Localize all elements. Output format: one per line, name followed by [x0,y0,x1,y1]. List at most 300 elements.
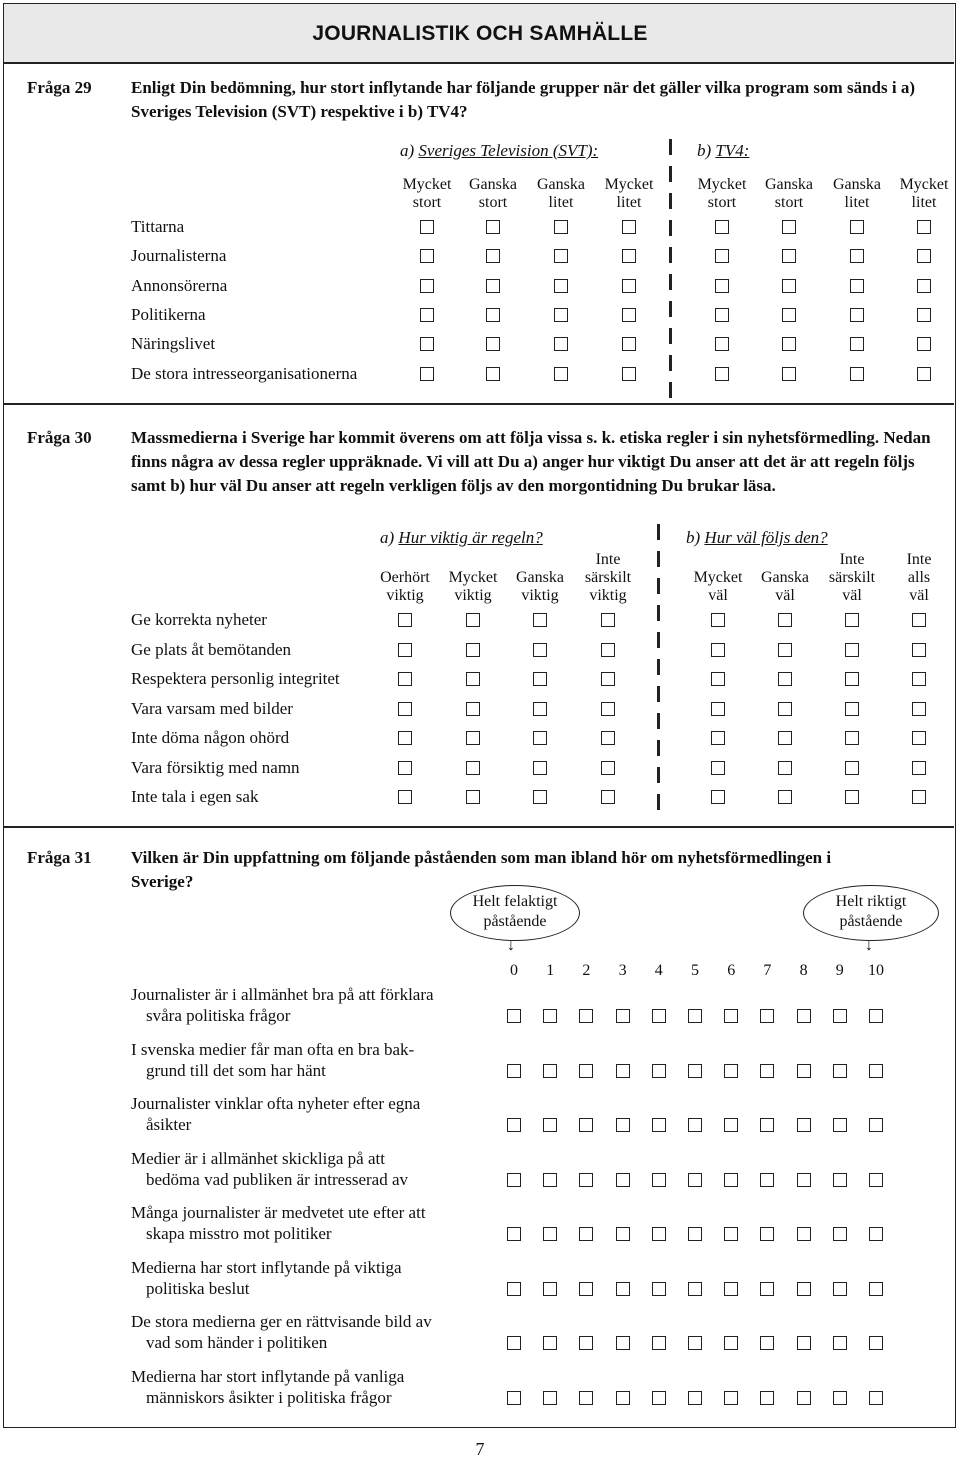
response-checkbox[interactable] [912,672,926,686]
column-header-line: Mycket [693,569,743,586]
column-header-line: Oerhört [380,569,430,586]
response-checkbox[interactable] [398,672,412,686]
statement-line2: skapa misstro mot politiker [146,1224,332,1243]
row-label: Vara försiktig med namn [131,757,300,777]
response-checkbox[interactable] [778,643,792,657]
response-checkbox[interactable] [917,367,931,381]
response-checkbox[interactable] [554,308,568,322]
scale-checkbox[interactable] [724,1227,738,1241]
scale-checkbox[interactable] [833,1282,847,1296]
statement-line1: Medier är i allmänhet skickliga på att [131,1148,385,1168]
scale-checkbox[interactable] [724,1173,738,1187]
scale-checkbox[interactable] [652,1173,666,1187]
response-checkbox[interactable] [398,731,412,745]
response-checkbox[interactable] [715,308,729,322]
response-checkbox[interactable] [782,367,796,381]
scale-checkbox[interactable] [724,1391,738,1405]
response-checkbox[interactable] [466,761,480,775]
column-header-line: stort [707,194,737,211]
column-header-line: särskilt [584,569,632,586]
response-checkbox[interactable] [912,613,926,627]
scale-checkbox[interactable] [797,1282,811,1296]
statement-label [131,1148,491,1190]
response-checkbox[interactable] [782,220,796,234]
scale-checkbox[interactable] [543,1282,557,1296]
scale-checkbox[interactable] [869,1009,883,1023]
response-checkbox[interactable] [601,702,615,716]
statement-line1: Journalister vinklar ofta nyheter efter egna [131,1094,421,1113]
scale-checkbox[interactable] [760,1173,774,1187]
response-checkbox[interactable] [711,702,725,716]
q29-group-b-label: b) TV4: [697,141,750,160]
response-checkbox[interactable] [420,249,434,263]
q31-text: Vilken är Din uppfattning om följande påståenden som man ibland hör om nyhetsförmedlingen i Sverige? [131,848,832,891]
column-header-line: Inte [839,551,865,568]
row-label: Vara varsam med bilder [131,698,293,718]
scale-checkbox[interactable] [869,1282,883,1296]
scale-checkbox[interactable] [616,1064,630,1078]
scale-checkbox[interactable] [760,1064,774,1078]
response-checkbox[interactable] [782,279,796,293]
scale-checkbox[interactable] [579,1064,593,1078]
response-checkbox[interactable] [420,308,434,322]
scale-checkbox[interactable] [543,1009,557,1023]
scale-number: 5 [691,962,699,979]
column-header-line: Ganska [537,176,585,193]
statement-label [131,1039,491,1081]
response-checkbox[interactable] [601,790,615,804]
response-checkbox[interactable] [845,761,859,775]
scale-checkbox[interactable] [616,1009,630,1023]
response-checkbox[interactable] [782,337,796,351]
column-header-line: stort [774,194,804,211]
response-checkbox[interactable] [398,643,412,657]
scale-checkbox[interactable] [688,1336,702,1350]
column-header-line: Ganska [833,176,881,193]
response-checkbox[interactable] [850,367,864,381]
scale-number: 4 [654,962,663,979]
scale-checkbox[interactable] [507,1173,521,1187]
page-title: JOURNALISTIK OCH SAMHÄLLE [312,22,648,45]
response-checkbox[interactable] [778,613,792,627]
column-header-line: Mycket [448,569,498,586]
scale-checkbox[interactable] [797,1009,811,1023]
scale-checkbox[interactable] [833,1336,847,1350]
scale-checkbox[interactable] [579,1336,593,1350]
scale-number: 7 [763,962,772,979]
response-checkbox[interactable] [778,761,792,775]
statement-line2: människors åsikter i politiska frågor [146,1387,392,1407]
response-checkbox[interactable] [912,702,926,716]
response-checkbox[interactable] [466,643,480,657]
response-checkbox[interactable] [486,279,500,293]
response-checkbox[interactable] [850,308,864,322]
scale-checkbox[interactable] [797,1227,811,1241]
q29-divider [4,403,954,405]
scale-checkbox[interactable] [579,1173,593,1187]
scale-checkbox[interactable] [688,1173,702,1187]
statement-label [131,1311,491,1353]
column-header-line: Mycket [402,176,452,193]
statement-line2: åsikter [146,1115,192,1134]
response-checkbox[interactable] [486,249,500,263]
q30-number: Fråga 30 [27,428,92,447]
response-checkbox[interactable] [601,613,615,627]
right-arrow-icon: ↓ [865,937,873,954]
response-checkbox[interactable] [398,790,412,804]
scale-number: 6 [727,962,736,979]
scale-number: 2 [582,962,591,979]
response-checkbox[interactable] [845,731,859,745]
response-checkbox[interactable] [622,220,636,234]
response-checkbox[interactable] [622,249,636,263]
column-header-line: Ganska [765,176,813,193]
scale-checkbox[interactable] [760,1227,774,1241]
scale-checkbox[interactable] [724,1282,738,1296]
response-checkbox[interactable] [622,367,636,381]
statement-line1: I svenska medier får man ofta en bra bak- [131,1039,415,1059]
response-checkbox[interactable] [912,643,926,657]
scale-number: 0 [510,962,518,979]
scale-checkbox[interactable] [760,1391,774,1405]
response-checkbox[interactable] [601,731,615,745]
scale-checkbox[interactable] [507,1282,521,1296]
scale-checkbox[interactable] [797,1173,811,1187]
row-label: Annonsörerna [131,275,228,295]
scale-checkbox[interactable] [652,1009,666,1023]
statement-line2: grund till det som har hänt [146,1060,326,1080]
column-header-line: viktig [521,587,559,604]
scale-checkbox[interactable] [797,1064,811,1078]
response-checkbox[interactable] [711,790,725,804]
response-checkbox[interactable] [601,643,615,657]
column-header-line: väl [909,587,929,604]
column-header-line: väl [842,587,862,604]
scale-checkbox[interactable] [833,1173,847,1187]
header-divider [4,62,954,64]
scale-checkbox[interactable] [760,1282,774,1296]
response-checkbox[interactable] [850,220,864,234]
response-checkbox[interactable] [533,761,547,775]
response-checkbox[interactable] [533,790,547,804]
column-header [879,551,959,605]
column-header-line: särskilt [828,569,876,586]
statement-label [131,1093,491,1135]
scale-checkbox[interactable] [616,1391,630,1405]
left-anchor-bubble [450,885,580,941]
scale-checkbox[interactable] [652,1118,666,1132]
scale-checkbox[interactable] [688,1227,702,1241]
response-checkbox[interactable] [715,220,729,234]
scale-checkbox[interactable] [760,1336,774,1350]
response-checkbox[interactable] [420,367,434,381]
right-anchor-line2: påstående [839,913,903,930]
response-checkbox[interactable] [533,643,547,657]
row-label: Näringslivet [131,334,216,354]
q30-divider [4,826,954,828]
scale-number: 3 [618,962,627,979]
response-checkbox[interactable] [533,613,547,627]
response-checkbox[interactable] [420,337,434,351]
q30-group-b-label: b) Hur väl följs den? [686,528,828,547]
response-checkbox[interactable] [486,337,500,351]
scale-checkbox[interactable] [833,1391,847,1405]
scale-checkbox[interactable] [869,1173,883,1187]
q29-group-a-label: a) Sveriges Television (SVT): [400,141,599,160]
response-checkbox[interactable] [850,249,864,263]
column-header-line: litet [911,194,937,211]
row-label: Journalisterna [131,246,227,266]
response-checkbox[interactable] [486,220,500,234]
response-checkbox[interactable] [554,367,568,381]
scale-checkbox[interactable] [688,1009,702,1023]
column-header-line: alls [907,569,931,586]
statement-line2: svåra politiska frågor [146,1006,291,1025]
scale-checkbox[interactable] [507,1227,521,1241]
scale-checkbox[interactable] [869,1391,883,1405]
right-anchor-line1: Helt riktigt [835,893,907,910]
scale-checkbox[interactable] [616,1173,630,1187]
scale-checkbox[interactable] [797,1391,811,1405]
left-arrow-icon: ↓ [507,937,515,954]
response-checkbox[interactable] [845,790,859,804]
response-checkbox[interactable] [778,672,792,686]
response-checkbox[interactable] [778,731,792,745]
scale-checkbox[interactable] [833,1118,847,1132]
scale-checkbox[interactable] [688,1282,702,1296]
column-header-line: Ganska [469,176,517,193]
response-checkbox[interactable] [912,790,926,804]
scale-checkbox[interactable] [543,1227,557,1241]
statement-line2: politiska beslut [146,1278,250,1298]
response-checkbox[interactable] [601,761,615,775]
column-header-line: viktig [454,587,492,604]
statement-label [131,1202,491,1244]
response-checkbox[interactable] [711,613,725,627]
scale-checkbox[interactable] [543,1391,557,1405]
response-checkbox[interactable] [533,702,547,716]
response-checkbox[interactable] [420,220,434,234]
response-checkbox[interactable] [554,220,568,234]
response-checkbox[interactable] [917,220,931,234]
response-checkbox[interactable] [554,249,568,263]
scale-checkbox[interactable] [652,1282,666,1296]
scale-number: 9 [835,962,844,979]
response-checkbox[interactable] [622,279,636,293]
statement-label [131,984,491,1026]
column-header-line: Mycket [604,176,654,193]
column-header-line: viktig [589,587,627,604]
scale-checkbox[interactable] [869,1336,883,1350]
scale-checkbox[interactable] [579,1282,593,1296]
response-checkbox[interactable] [533,672,547,686]
column-header-line: litet [548,194,574,211]
scale-checkbox[interactable] [579,1118,593,1132]
row-label: Politikerna [131,304,206,324]
scale-checkbox[interactable] [652,1391,666,1405]
q29-number: Fråga 29 [27,78,92,97]
column-header-line: Mycket [899,176,949,193]
q30-text: Massmedierna i Sverige har kommit överens om att följa vissa s. k. etiska regler i sin nyhetsförmedling. Nedan finns några av dessa regler uppräknade. Vi vill att Du a) anger hur viktigt Du anser att det är att regeln följs samt b) hur väl Du anser att regeln verkligen följs av den morgontidning Du brukar läsa. [131,428,931,495]
response-checkbox[interactable] [466,613,480,627]
scale-checkbox[interactable] [616,1118,630,1132]
scale-checkbox[interactable] [652,1336,666,1350]
column-header [589,176,669,212]
response-checkbox[interactable] [398,613,412,627]
column-header [884,176,960,212]
response-checkbox[interactable] [845,613,859,627]
response-checkbox[interactable] [711,672,725,686]
response-checkbox[interactable] [715,367,729,381]
row-label: Inte tala i egen sak [131,787,259,806]
page-number: 7 [475,1439,485,1459]
response-checkbox[interactable] [845,702,859,716]
response-checkbox[interactable] [420,279,434,293]
scale-checkbox[interactable] [616,1227,630,1241]
row-label: Ge korrekta nyheter [131,610,267,629]
row-label: Ge plats åt bemötanden [131,639,292,659]
response-checkbox[interactable] [711,731,725,745]
column-header-line: litet [844,194,870,211]
scale-checkbox[interactable] [869,1118,883,1132]
response-checkbox[interactable] [622,308,636,322]
left-anchor-line2: påstående [483,913,547,930]
column-header-line: Inte [595,551,621,568]
statement-label [131,1257,491,1299]
scale-checkbox[interactable] [724,1064,738,1078]
column-header-line: stort [412,194,442,211]
response-checkbox[interactable] [711,643,725,657]
scale-checkbox[interactable] [724,1336,738,1350]
scale-checkbox[interactable] [652,1227,666,1241]
scale-checkbox[interactable] [688,1064,702,1078]
scale-checkbox[interactable] [688,1118,702,1132]
column-header-line: stort [478,194,508,211]
scale-checkbox[interactable] [507,1064,521,1078]
scale-checkbox[interactable] [507,1009,521,1023]
column-header-line: viktig [386,587,424,604]
response-checkbox[interactable] [466,702,480,716]
q31-number: Fråga 31 [27,848,92,867]
scale-checkbox[interactable] [797,1336,811,1350]
column-header-line: Ganska [516,569,564,586]
right-anchor-bubble [803,885,939,941]
response-checkbox[interactable] [850,337,864,351]
scale-checkbox[interactable] [760,1118,774,1132]
scale-checkbox[interactable] [833,1064,847,1078]
response-checkbox[interactable] [912,761,926,775]
row-label: Tittarna [131,217,185,236]
column-header-line: Mycket [697,176,747,193]
scale-checkbox[interactable] [616,1336,630,1350]
response-checkbox[interactable] [917,279,931,293]
response-checkbox[interactable] [466,731,480,745]
column-header-line: väl [775,587,795,604]
response-checkbox[interactable] [782,249,796,263]
response-checkbox[interactable] [554,337,568,351]
scale-checkbox[interactable] [833,1227,847,1241]
scale-checkbox[interactable] [616,1282,630,1296]
response-checkbox[interactable] [778,702,792,716]
response-checkbox[interactable] [601,672,615,686]
response-checkbox[interactable] [845,672,859,686]
scale-checkbox[interactable] [724,1118,738,1132]
row-label: Respektera personlig integritet [131,669,340,688]
response-checkbox[interactable] [917,249,931,263]
scale-checkbox[interactable] [760,1009,774,1023]
response-checkbox[interactable] [715,337,729,351]
q29-text: Enligt Din bedömning, hur stort inflytande har följande grupper när det gäller vilka program som sänds i a) Sveriges Television (SVT) respektive i b) TV4? [131,78,915,121]
statement-line1: Journalister är i allmänhet bra på att förklara [131,985,434,1004]
response-checkbox[interactable] [622,337,636,351]
scale-checkbox[interactable] [833,1009,847,1023]
response-checkbox[interactable] [398,761,412,775]
statement-line1: Medierna har stort inflytande på vanliga [131,1366,405,1386]
scale-checkbox[interactable] [579,1391,593,1405]
statement-line2: bedöma vad publiken är intresserad av [146,1169,408,1189]
response-checkbox[interactable] [715,279,729,293]
response-checkbox[interactable] [398,702,412,716]
response-checkbox[interactable] [486,367,500,381]
scale-checkbox[interactable] [724,1009,738,1023]
statement-label [131,1366,491,1408]
left-anchor-line1: Helt felaktigt [472,893,558,910]
row-label: De stora intresseorganisationerna [131,363,358,383]
scale-checkbox[interactable] [507,1118,521,1132]
response-checkbox[interactable] [850,279,864,293]
response-checkbox[interactable] [782,308,796,322]
response-checkbox[interactable] [533,731,547,745]
response-checkbox[interactable] [917,337,931,351]
scale-number: 10 [868,962,884,979]
column-header [568,551,648,605]
scale-checkbox[interactable] [579,1009,593,1023]
response-checkbox[interactable] [778,790,792,804]
scale-checkbox[interactable] [797,1118,811,1132]
response-checkbox[interactable] [466,790,480,804]
scale-number: 1 [546,962,555,979]
scale-checkbox[interactable] [869,1227,883,1241]
column-header-line: väl [708,587,728,604]
q30-group-a-label: a) Hur viktig är regeln? [380,528,543,547]
statement-line1: De stora medierna ger en rättvisande bild av [131,1312,432,1331]
statement-line1: Många journalister är medvetet ute efter att [131,1203,426,1222]
response-checkbox[interactable] [912,731,926,745]
scale-checkbox[interactable] [652,1064,666,1078]
response-checkbox[interactable] [466,672,480,686]
scale-checkbox[interactable] [579,1227,593,1241]
response-checkbox[interactable] [917,308,931,322]
response-checkbox[interactable] [845,643,859,657]
scale-checkbox[interactable] [507,1391,521,1405]
column-header-line: litet [616,194,642,211]
row-label: Inte döma någon ohörd [131,728,290,747]
response-checkbox[interactable] [711,761,725,775]
scale-checkbox[interactable] [543,1064,557,1078]
scale-checkbox[interactable] [543,1336,557,1350]
scale-checkbox[interactable] [543,1173,557,1187]
response-checkbox[interactable] [554,279,568,293]
column-header-line: Ganska [761,569,809,586]
scale-checkbox[interactable] [869,1064,883,1078]
scale-checkbox[interactable] [507,1336,521,1350]
column-header-line: Inte [906,551,932,568]
scale-checkbox[interactable] [688,1391,702,1405]
statement-line2: vad som händer i politiken [146,1333,328,1352]
response-checkbox[interactable] [715,249,729,263]
response-checkbox[interactable] [486,308,500,322]
scale-checkbox[interactable] [543,1118,557,1132]
